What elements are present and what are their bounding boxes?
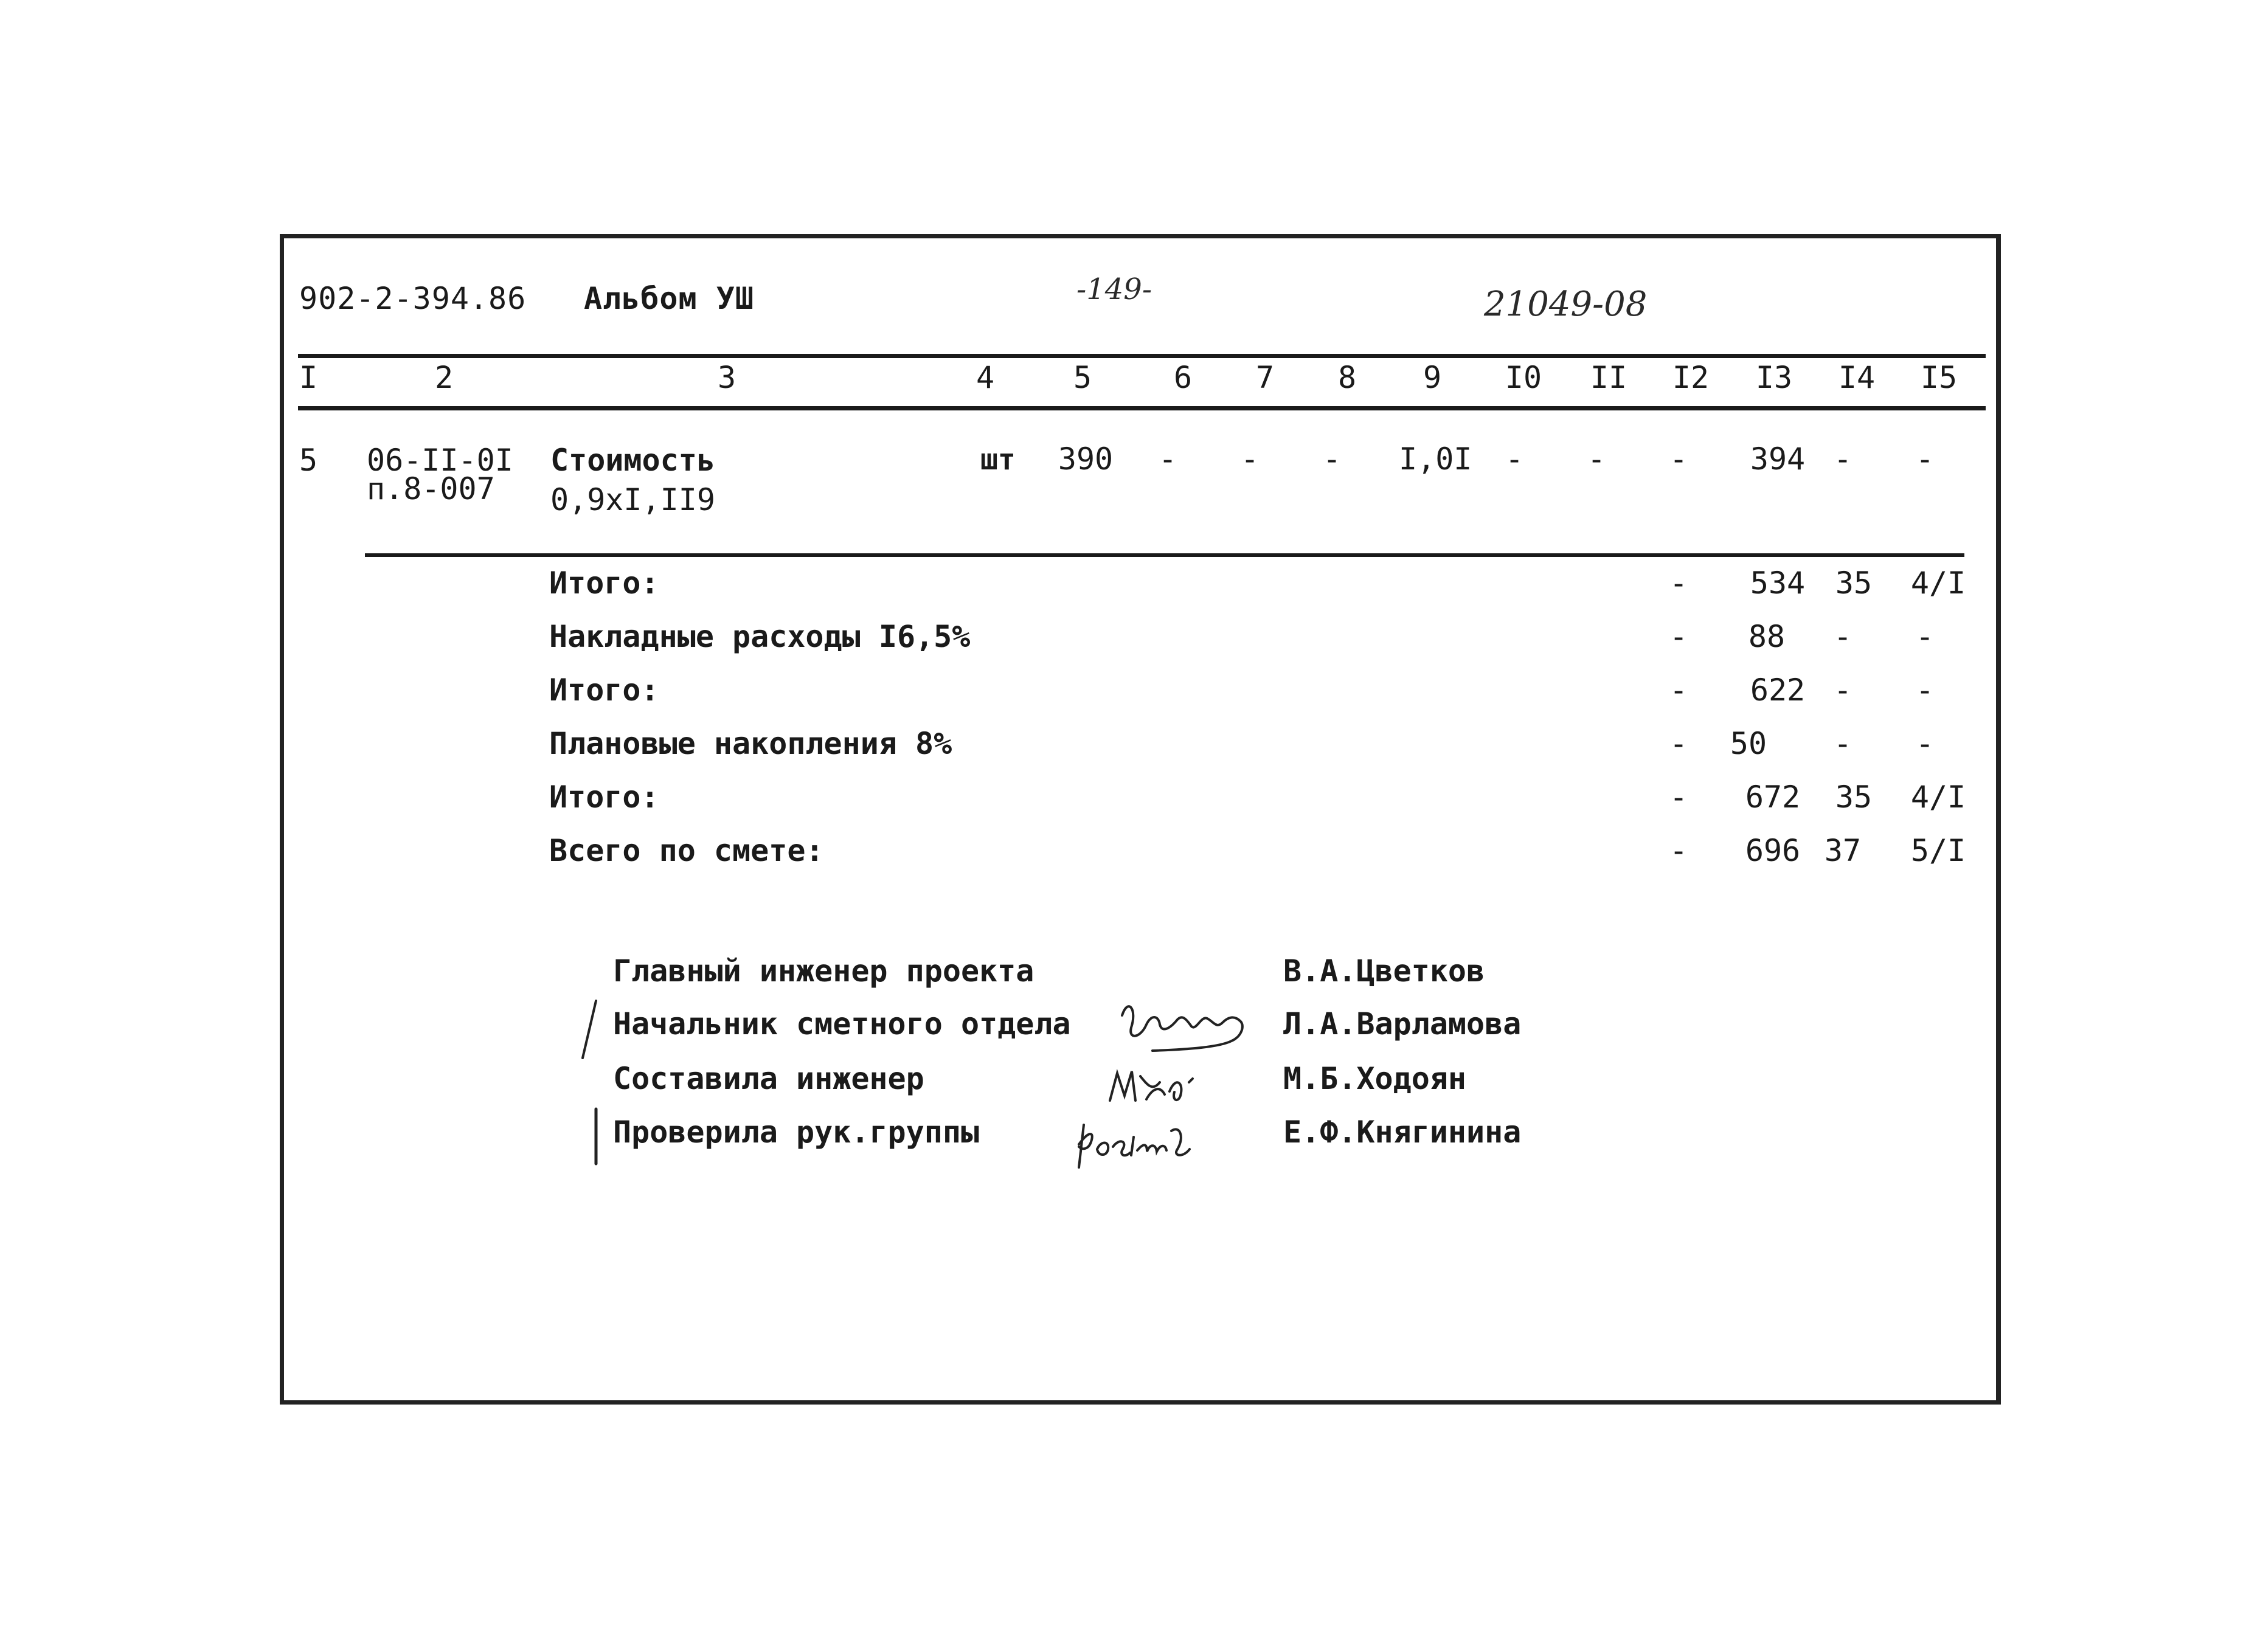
margin-pen-mark [590,1107,602,1167]
col-num: I2 [1672,360,1710,395]
totals-col14: - [1833,672,1852,708]
row-col5: 390 [1058,441,1114,477]
col-num: I0 [1505,360,1542,395]
row-col13: 394 [1750,441,1806,477]
totals-col13: 88 [1748,619,1786,654]
page-number: -149- [1076,272,1152,306]
col-num: I3 [1755,360,1793,395]
col-num: 3 [717,360,736,395]
row-col15: - [1915,441,1935,477]
row-name-line1: Стоимость [550,443,715,478]
signature-name: Е.Ф.Княгинина [1283,1115,1522,1150]
margin-pen-mark [578,997,602,1064]
row-number: 5 [299,443,318,478]
totals-rule [365,553,1964,557]
totals-col12: - [1669,833,1688,868]
row-col14: - [1833,441,1852,477]
totals-label: Итого: [549,672,659,708]
row-col9: I,0I [1399,441,1472,477]
col-num: 5 [1073,360,1092,395]
row-unit: шт [980,443,1016,477]
totals-col15: - [1915,672,1935,708]
signature-khodoyan [1104,1058,1225,1113]
row-col7: - [1240,441,1260,477]
row-col8: - [1322,441,1342,477]
album-label: Альбом УШ [584,281,754,316]
signature-role: Составила инженер [613,1061,924,1096]
totals-col14: 37 [1824,833,1862,868]
totals-col14: 35 [1835,565,1873,601]
row-name-line2: 0,9хI,II9 [550,482,715,517]
registration-number: 21049-08 [1484,285,1648,324]
signature-role: Главный инженер проекта [613,953,1034,989]
totals-col13: 534 [1750,565,1806,601]
header-top-rule [298,354,1986,358]
totals-col14: - [1833,726,1852,761]
totals-col15: - [1915,619,1935,654]
doc-code: 902-2-394.86 [299,281,527,316]
totals-col13: 50 [1730,726,1767,761]
totals-col13: 622 [1750,672,1806,708]
col-num: I [299,360,318,395]
row-code-line2: п.8-007 [367,471,495,506]
col-num: 9 [1423,360,1442,395]
row-code-line1: 06-II-0I [367,443,513,478]
col-num: 6 [1173,360,1193,395]
totals-label: Итого: [549,779,659,815]
signature-name: Л.А.Варламова [1283,1006,1522,1042]
totals-col12: - [1669,779,1688,815]
signature-name: М.Б.Ходоян [1283,1061,1467,1096]
totals-col15: 5/I [1910,833,1966,868]
totals-col15: - [1915,726,1935,761]
col-num: 2 [434,360,454,395]
col-num: 8 [1337,360,1357,395]
totals-label: Плановые накопления 8% [549,726,952,761]
col-num: 4 [976,360,995,395]
row-col11: - [1587,441,1606,477]
totals-col12: - [1669,619,1688,654]
signature-role: Проверила рук.группы [613,1115,980,1150]
row-col12: - [1669,441,1688,477]
totals-col13: 696 [1745,833,1801,868]
row-col6: - [1158,441,1177,477]
signature-varlamova [1116,991,1262,1058]
totals-col14: - [1833,619,1852,654]
totals-col14: 35 [1835,779,1873,815]
totals-col12: - [1669,726,1688,761]
col-num: I4 [1838,360,1876,395]
totals-label: Всего по смете: [549,833,824,868]
totals-col13: 672 [1745,779,1801,815]
col-num: II [1590,360,1627,395]
row-col10: - [1505,441,1524,477]
col-num: 7 [1255,360,1275,395]
signature-knyaginina [1070,1107,1216,1173]
signature-role: Начальник сметного отдела [613,1006,1071,1042]
totals-col12: - [1669,565,1688,601]
totals-col15: 4/I [1910,779,1966,815]
totals-col15: 4/I [1910,565,1966,601]
totals-label: Накладные расходы I6,5% [549,619,971,654]
header-bottom-rule [298,406,1986,410]
signature-name: В.А.Цветков [1283,953,1485,989]
totals-col12: - [1669,672,1688,708]
totals-label: Итого: [549,565,659,601]
col-num: I5 [1920,360,1958,395]
